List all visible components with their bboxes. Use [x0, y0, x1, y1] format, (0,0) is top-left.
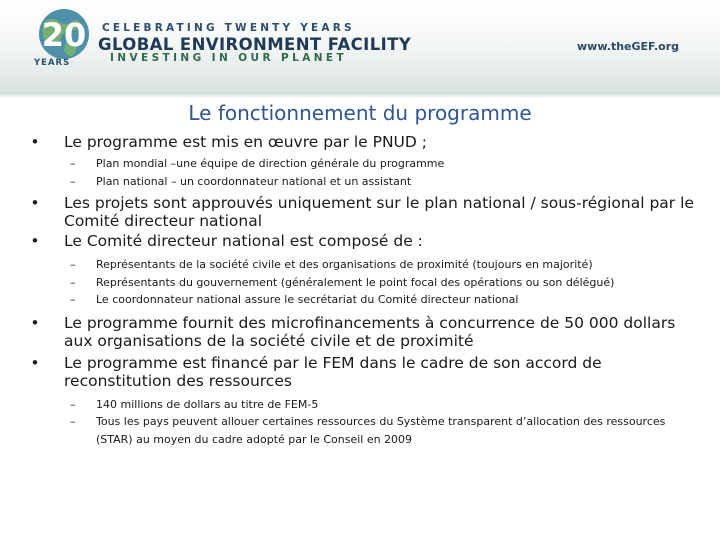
tagline: INVESTING IN OUR PLANET — [110, 52, 348, 64]
bullet-item — [28, 232, 698, 250]
sub-bullet-text: 140 millions de dollars au titre de FEM-5 — [96, 397, 319, 411]
bullet-dot-icon: • — [30, 194, 40, 212]
bullet-dot-icon: • — [30, 313, 40, 332]
bullet-dot-icon: • — [30, 353, 40, 372]
org-name: GLOBAL ENVIRONMENT FACILITY — [98, 35, 412, 54]
dash-icon: – — [70, 397, 76, 411]
bullet-text: Le programme fournit des microfinancements à concurrence de 50 000 dollars aux organisations de la société civile et de proximité — [64, 313, 676, 350]
sub-bullet-item — [28, 291, 698, 309]
sub-bullet-text: Représentants du gouvernement (généralement le point focal des opérations ou son délégué) — [96, 275, 615, 289]
celebrating-text: CELEBRATING TWENTY YEARS — [102, 22, 355, 34]
dash-icon: – — [70, 258, 76, 271]
bullet-text: Le programme est financé par le FEM dans le cadre de son accord de reconstitution des ressources — [64, 353, 602, 390]
gef-20-years-logo — [20, 8, 106, 68]
sub-bullet-text: Tous les pays peuvent allouer certaines ressources du Système transparent d’allocation des ressources (STAR) au moyen du cadre adopté par le Conseil en 2009 — [96, 415, 666, 446]
dash-icon: – — [70, 275, 76, 289]
dash-icon: – — [70, 415, 76, 428]
slide-title: Le fonctionnement du programme — [188, 101, 532, 125]
sub-bullet-item — [28, 173, 698, 191]
website-url: www.theGEF.org — [577, 40, 679, 53]
sub-bullet-item — [28, 256, 698, 274]
sub-bullet-item — [28, 155, 698, 173]
bullet-item — [28, 194, 698, 230]
logo-years: YEARS — [34, 58, 71, 68]
bullet-text: Le programme est mis en œuvre par le PNUD ; — [64, 133, 427, 151]
dash-icon: – — [70, 157, 76, 170]
sub-bullet-text: Représentants de la société civile et des organisations de proximité (toujours en majorité) — [96, 258, 593, 271]
bullet-item — [28, 133, 698, 151]
sub-bullet-text: Le coordonnateur national assure le secrétariat du Comité directeur national — [96, 293, 519, 306]
bullet-dot-icon: • — [30, 232, 40, 250]
sub-bullet-item — [28, 396, 698, 414]
sub-bullet-text: Plan national – un coordonnateur national et un assistant — [96, 174, 412, 188]
slide-content — [28, 133, 698, 448]
bullet-dot-icon: • — [30, 133, 40, 151]
dash-icon: – — [70, 174, 76, 188]
bullet-text: Les projets sont approuvés uniquement sur le plan national / sous-régional par le Comité directeur national — [64, 194, 694, 230]
header-banner — [0, 0, 720, 92]
sub-bullet-item — [28, 413, 698, 448]
logo-number: 20 — [41, 16, 87, 54]
header-divider — [0, 92, 720, 98]
sub-bullet-item — [28, 274, 698, 292]
bullet-item — [28, 354, 698, 390]
dash-icon: – — [70, 293, 76, 306]
bullet-item — [28, 314, 698, 350]
bullet-text: Le Comité directeur national est composé de : — [64, 232, 423, 250]
sub-bullet-text: Plan mondial –une équipe de direction générale du programme — [96, 157, 445, 170]
